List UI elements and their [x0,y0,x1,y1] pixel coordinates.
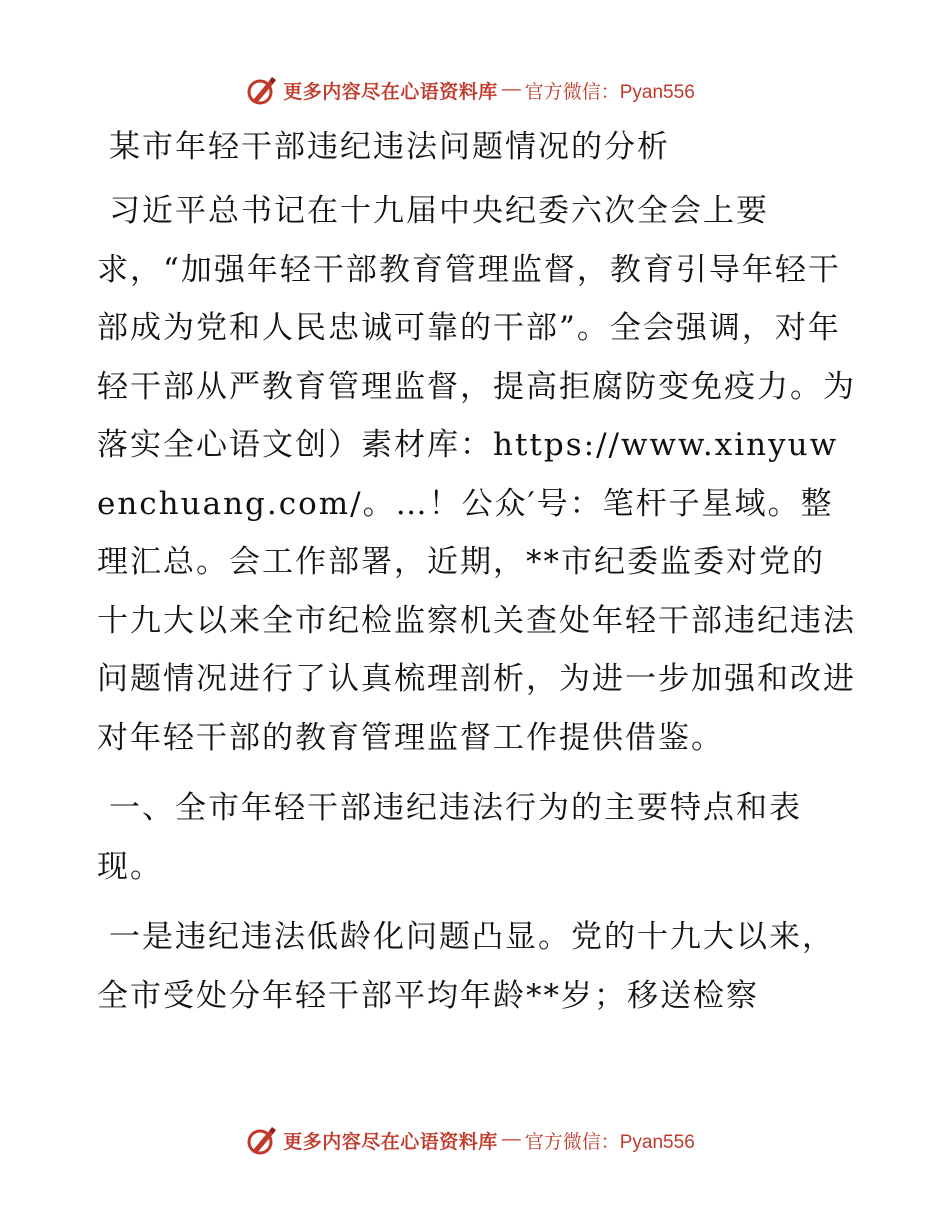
paragraph-section-heading: 一、全市年轻干部违纪违法行为的主要特点和表现。 [97,790,802,885]
document-body [97,118,857,1037]
watermark-dash: — [501,1129,521,1150]
document-title: 某市年轻干部违纪违法问题情况的分析 [109,129,670,165]
watermark-text: 更多内容尽在心语资料库 [283,80,498,103]
paragraph-intro: 习近平总书记在十九届中央纪委六次全会上要求，“加强年轻干部教育管理监督，教育引导年轻干部成为党和人民忠诚可靠的干部”。全会强调，对年轻干部从严教育管理监督，提高拒腐防变免疫力。为落实全心语文创）素材库：https://www.xinyuwenchuang.com/。…！公众′号：笔杆子星域。整理汇总。会工作部署，近期，**市纪委监委对党的十九大以来全市纪检监察机关查处年轻干部违纪违法问题情况进行了认真梳理剖析，为进一步加强和改进对年轻干部的教育管理监督工作提供借鉴。 [97,193,856,756]
watermark-wechat: 官方微信：Pyan556 [524,81,695,103]
watermark-wechat: 官方微信：Pyan556 [524,1131,695,1153]
pen-logo-icon [245,73,279,107]
watermark-text: 更多内容尽在心语资料库 [283,1130,498,1153]
paragraph-point-one: 一是违纪违法低龄化问题凸显。党的十九大以来，全市受处分年轻干部平均年龄**岁；移送检察 [97,919,835,1014]
footer-watermark [0,1120,950,1160]
pen-logo-icon [245,1123,279,1157]
header-watermark [0,70,950,110]
watermark-inner [245,1123,695,1157]
watermark-dash: — [501,79,521,100]
watermark-inner [245,73,695,107]
